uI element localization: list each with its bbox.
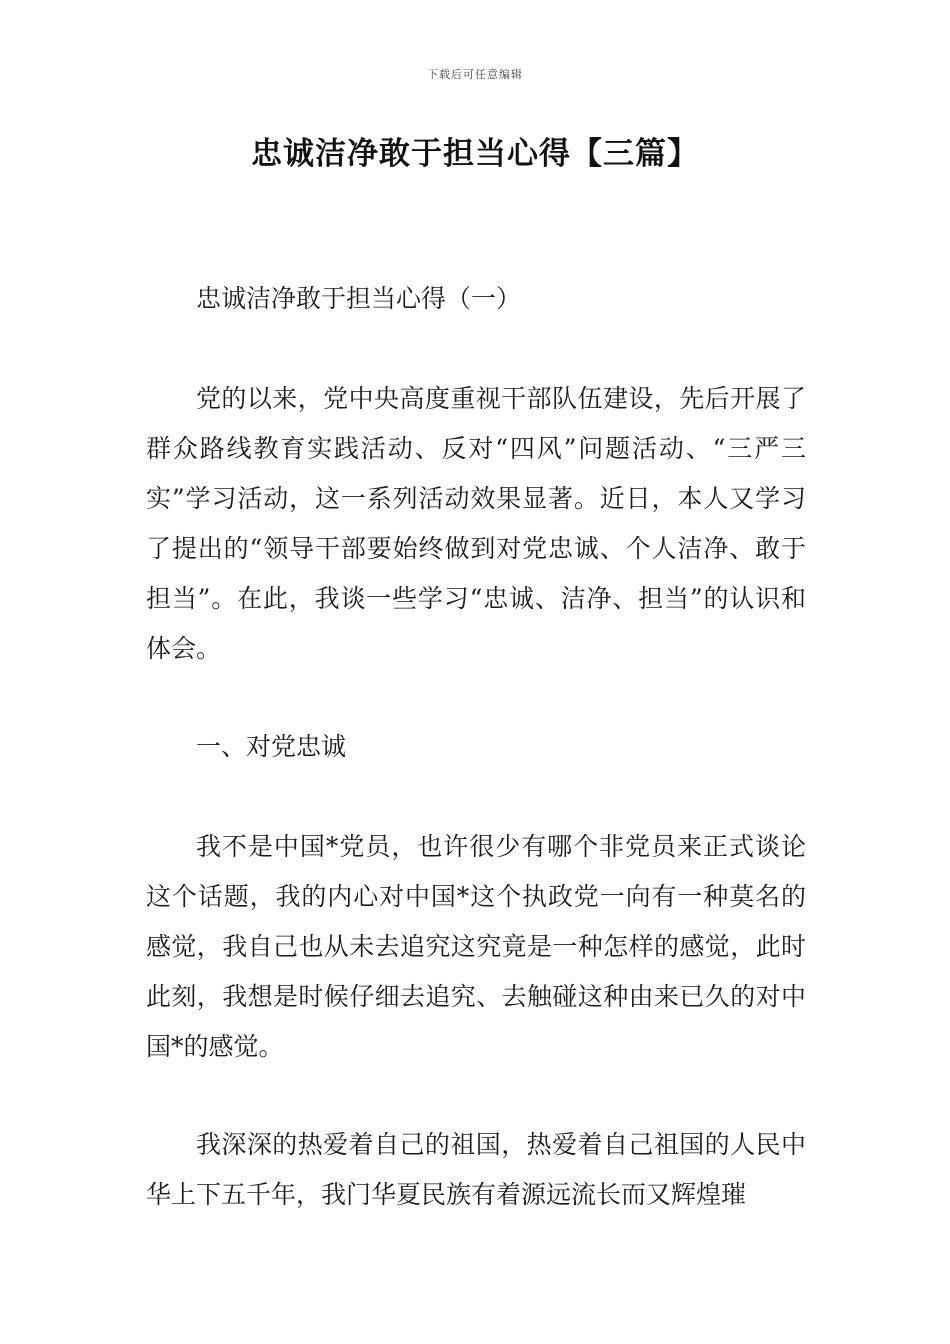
section-title: 忠诚洁净敢于担当心得（一） xyxy=(196,284,522,313)
paragraph-motherland: 我深深的热爱着自己的祖国，热爱着自己祖国的人民中华上下五千年，我门华夏民族有着源远流长而又辉煌璀 xyxy=(146,1130,806,1209)
heading-loyalty: 一、对党忠诚 xyxy=(196,732,347,761)
paragraph-intro: 党的以来，党中央高度重视干部队伍建设，先后开展了群众路线教育实践活动、反对“四风”问题活动、“三严三实”学习活动，这一系列活动效果显著。近日，本人又学习了提出的“领导干部要始终做到对党忠诚、个人洁净、敢于担当”。在此，我谈一些学习“忠诚、洁净、担当”的认识和体会。 xyxy=(146,384,806,663)
header-note: 下载后可任意编辑 xyxy=(427,68,523,81)
document-title: 忠诚洁净敢于担当心得【三篇】 xyxy=(251,136,699,172)
paragraph-loyalty: 我不是中国*党员，也许很少有哪个非党员来正式谈论这个话题，我的内心对中国*这个执政党一向有一种莫名的感觉，我自己也从未去追究这究竟是一种怎样的感觉，此时此刻，我想是时候仔细去追究、去触碰这种由来已久的对中国*的感觉。 xyxy=(146,832,806,1061)
